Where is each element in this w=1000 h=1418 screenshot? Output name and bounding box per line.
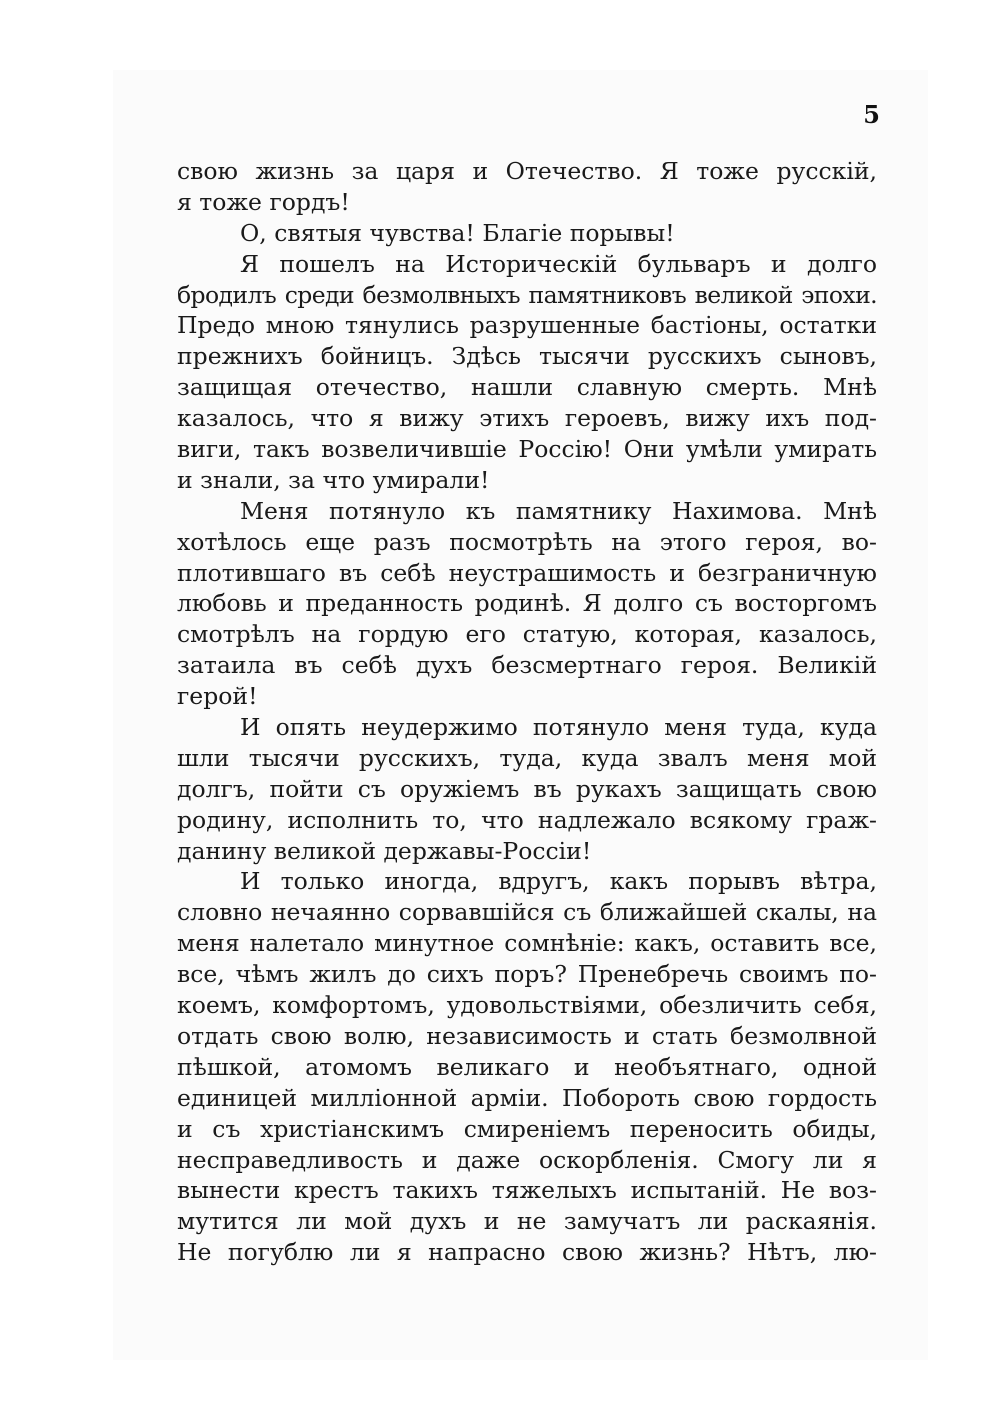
text-line: Я пошелъ на Историческій бульваръ и долго [240, 249, 877, 278]
text-line: единицей милліонной арміи. Побороть свою гордость [177, 1083, 877, 1112]
text-line: пѣшкой, атомомъ великаго и необъятнаго, одной [177, 1052, 877, 1081]
text-line: долгъ, пойти съ оружіемъ въ рукахъ защищать свою [177, 774, 877, 803]
text-line: смотрѣлъ на гордую его статую, которая, казалось, [177, 620, 877, 649]
text-line: виги, такъ возвеличившіе Россію! Они умѣли умирать [177, 435, 877, 464]
text-line: данину великой державы-Россіи! [177, 836, 592, 865]
text-line: бродилъ среди безмолвныхъ памятниковъ великой эпохи. [177, 280, 877, 309]
text-line: Меня потянуло къ памятнику Нахимова. Мнѣ [240, 496, 877, 525]
text-line: казалось, что я вижу этихъ героевъ, вижу ихъ под- [177, 404, 877, 433]
text-line: мутится ли мой духъ и не замучатъ ли раскаянія. [177, 1207, 877, 1236]
text-line: все, чѣмъ жилъ до сихъ поръ? Пренебречь своимъ по- [177, 960, 877, 989]
text-line: хотѣлось еще разъ посмотрѣть на этого героя, во- [177, 527, 877, 556]
text-line: и знали, за что умирали! [177, 465, 490, 494]
text-line: вынести крестъ такихъ тяжелыхъ испытаній. Не воз- [177, 1176, 877, 1205]
text-line: коемъ, комфортомъ, удовольствіями, обезличить себя, [177, 991, 877, 1020]
text-line: защищая отечество, нашли славную смерть. Мнѣ [177, 373, 877, 402]
text-line: я тоже гордъ! [177, 187, 350, 216]
text-line: любовь и преданность родинѣ. Я долго съ восторгомъ [177, 589, 877, 618]
text-line: И только иногда, вдругъ, какъ порывъ вѣтра, [240, 867, 877, 896]
text-line: отдать свою волю, независимость и стать безмолвной [177, 1021, 877, 1050]
text-line: О, святыя чувства! Благіе порывы! [240, 218, 675, 247]
text-line: плотившаго въ себѣ неустрашимость и безграничную [177, 558, 877, 587]
text-line: и съ христіанскимъ смиреніемъ переносить обиды, [177, 1114, 877, 1143]
body-text [177, 156, 877, 1268]
text-line: свою жизнь за царя и Отечество. Я тоже русскій, [177, 157, 877, 185]
text-line: несправедливость и даже оскорбленія. Смогу ли я [177, 1145, 877, 1174]
text-line: прежнихъ бойницъ. Здѣсь тысячи русскихъ сыновъ, [177, 342, 877, 371]
page-number: 5 [863, 100, 880, 129]
text-line: герой! [177, 682, 258, 711]
text-line: И опять неудержимо потянуло меня туда, куда [240, 713, 877, 742]
text-line: Не погублю ли я напрасно свою жизнь? Нѣтъ, лю- [177, 1238, 877, 1267]
text-line: словно нечаянно сорвавшійся съ ближайшей скалы, на [177, 898, 877, 927]
text-line: затаила въ себѣ духъ безсмертнаго героя. Великій [177, 651, 877, 680]
text-line: Предо мною тянулись разрушенные бастіоны, остатки [177, 311, 877, 340]
text-line: шли тысячи русскихъ, туда, куда звалъ меня мой [177, 743, 877, 772]
text-line: родину, исполнить то, что надлежало всякому граж- [177, 805, 877, 834]
text-line: меня налетало минутное сомнѣніе: какъ, оставить все, [177, 929, 877, 958]
